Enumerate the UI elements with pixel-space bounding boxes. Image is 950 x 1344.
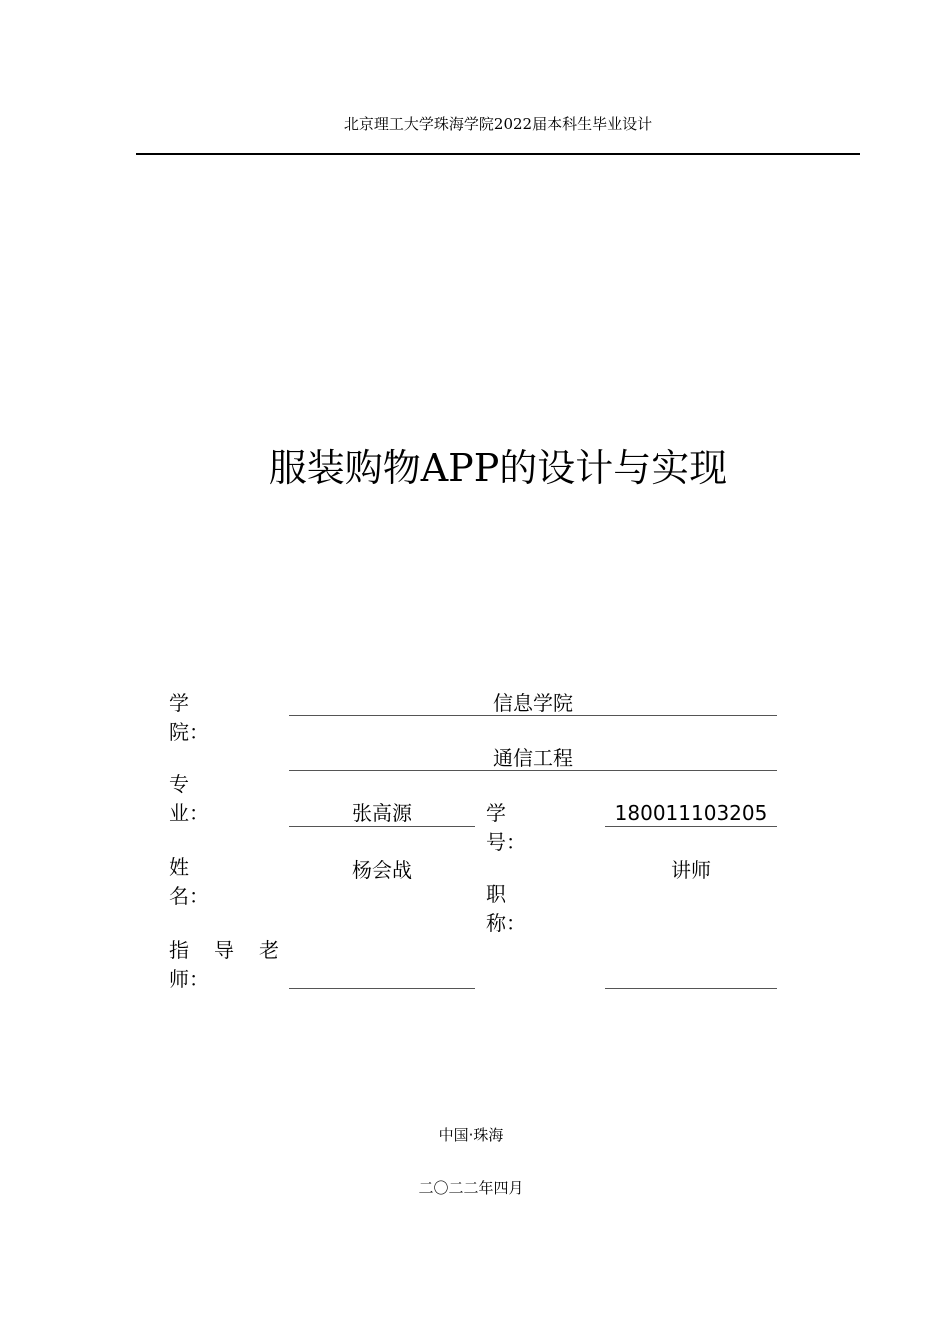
header-rule — [136, 153, 860, 155]
major-value: 通信工程 — [493, 746, 573, 770]
college-value: 信息学院 — [493, 691, 573, 715]
name-label-line2: 名： — [169, 884, 209, 908]
advisor-label-line1 — [169, 936, 279, 964]
advisor-label-char2: 导 — [214, 938, 234, 962]
major-label-line1: 专 — [169, 772, 189, 796]
date-text: 二〇二二年四月 — [418, 1179, 524, 1197]
college-underline — [289, 715, 777, 716]
student-name-value: 张高源 — [352, 801, 412, 825]
location-text: 中国·珠海 — [438, 1126, 504, 1144]
advisor-underline — [289, 988, 475, 989]
advisor-title-value: 讲师 — [671, 858, 711, 882]
student-id-value: 180011103205 — [614, 801, 768, 825]
student-name-underline — [289, 826, 475, 827]
student-id-label-line1: 学 — [486, 801, 506, 825]
advisor-title-underline — [605, 988, 777, 989]
running-header: 北京理工大学珠海学院2022届本科生毕业设计 — [343, 115, 653, 133]
advisor-label-char1: 指 — [169, 938, 189, 962]
title-label-line1: 职 — [486, 882, 506, 906]
major-underline — [289, 770, 777, 771]
college-label-line1: 学 — [169, 691, 189, 715]
advisor-label-line2: 师： — [169, 967, 209, 991]
college-label-line2: 院： — [169, 720, 209, 744]
advisor-label-char3: 老 — [259, 938, 279, 962]
major-label-line2: 业： — [169, 801, 209, 825]
advisor-value: 杨会战 — [352, 858, 412, 882]
thesis-title: 服装购物APP的设计与实现 — [268, 446, 728, 490]
title-label-line2: 称： — [486, 911, 526, 935]
student-id-label-line2: 号： — [486, 830, 526, 854]
name-label-line1: 姓 — [169, 855, 189, 879]
student-id-underline — [605, 826, 777, 827]
